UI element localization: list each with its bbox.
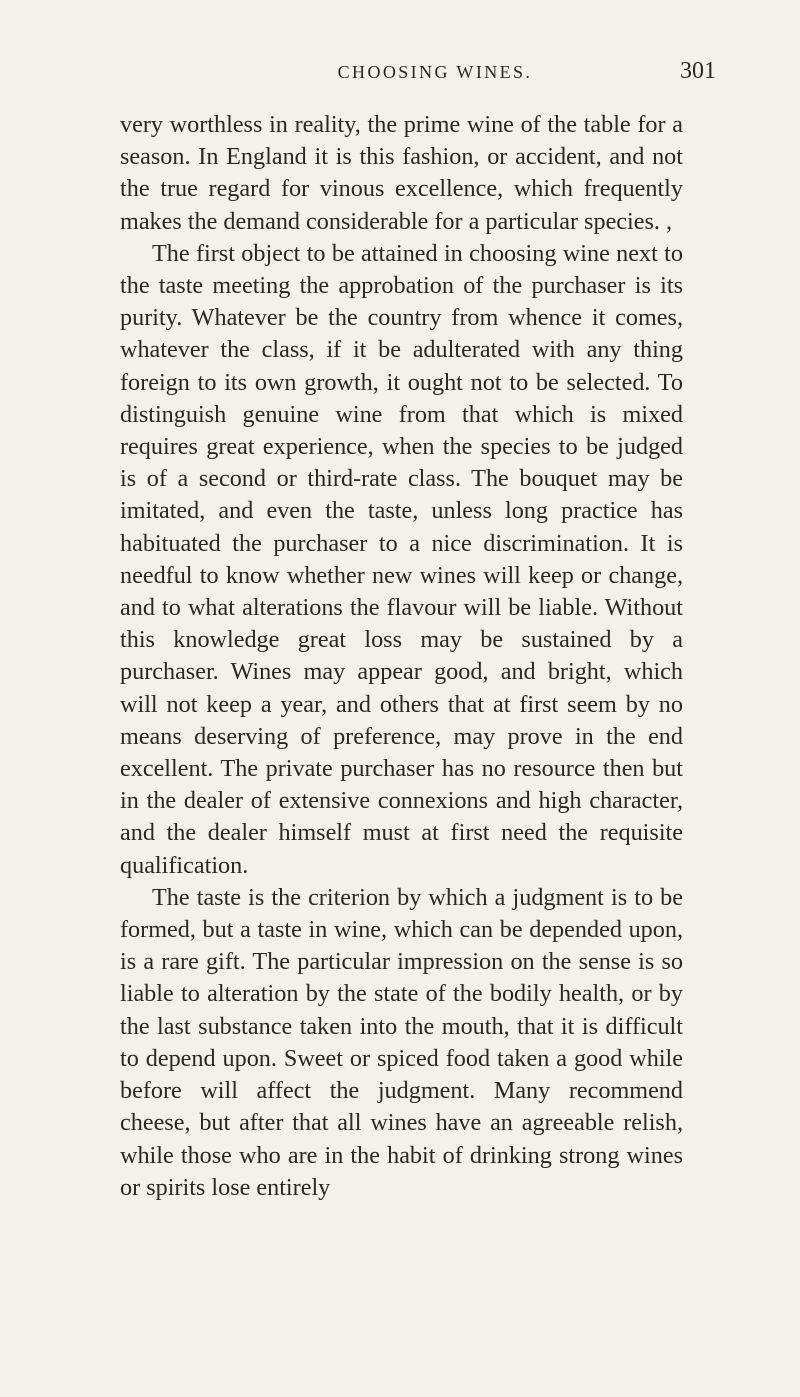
running-title: CHOOSING WINES. [337,62,533,82]
paragraph-1: very worthless in reality, the prime wine of the table for a season. In England it is this fashion, or accident, and not the true regard for vinous excellence, which frequently makes the demand considerable for a particular species. , [120,111,683,235]
body-text [120,109,683,1204]
page-header [120,58,720,92]
paragraph-3: The taste is the criterion by which a judgment is to be formed, but a taste in wine, which can be depended upon, is a rare gift. The particular impression on the sense is so liable to alteration by the state of the bodily health, or by the last substance taken into the mouth, that it is difficult to depend upon. Sweet or spiced food taken a good while before will affect the judgment. Many recommend cheese, but after that all wines have an agreeable relish, while those who are in the habit of drinking strong wines or spirits lose entirely [120,883,683,1201]
paragraph-2: The first object to be attained in choosing wine next to the taste meeting the approbation of the purchaser is its purity. Whatever be the country from whence it comes, whatever the class, if it be adulterated with any thing foreign to its own growth, it ought not to be selected. To distinguish genuine wine from that which is mixed requires great experience, when the species to be judged is of a second or third-rate class. The bouquet may be imitated, and even the taste, unless long practice has habituated the purchaser to a nice discrimination. It is needful to know whether new wines will keep or change, and to what alterations the flavour will be liable. Without this knowledge great loss may be sustained by a purchaser. Wines may appear good, and bright, which will not keep a year, and others that at first seem by no means deserving of preference, may prove in the end excellent. The private purchaser has no resource then but in the dealer of extensive connexions and high character, and the dealer himself must at first need the requisite qualification. [120,239,683,879]
page-number: 301 [680,58,716,84]
